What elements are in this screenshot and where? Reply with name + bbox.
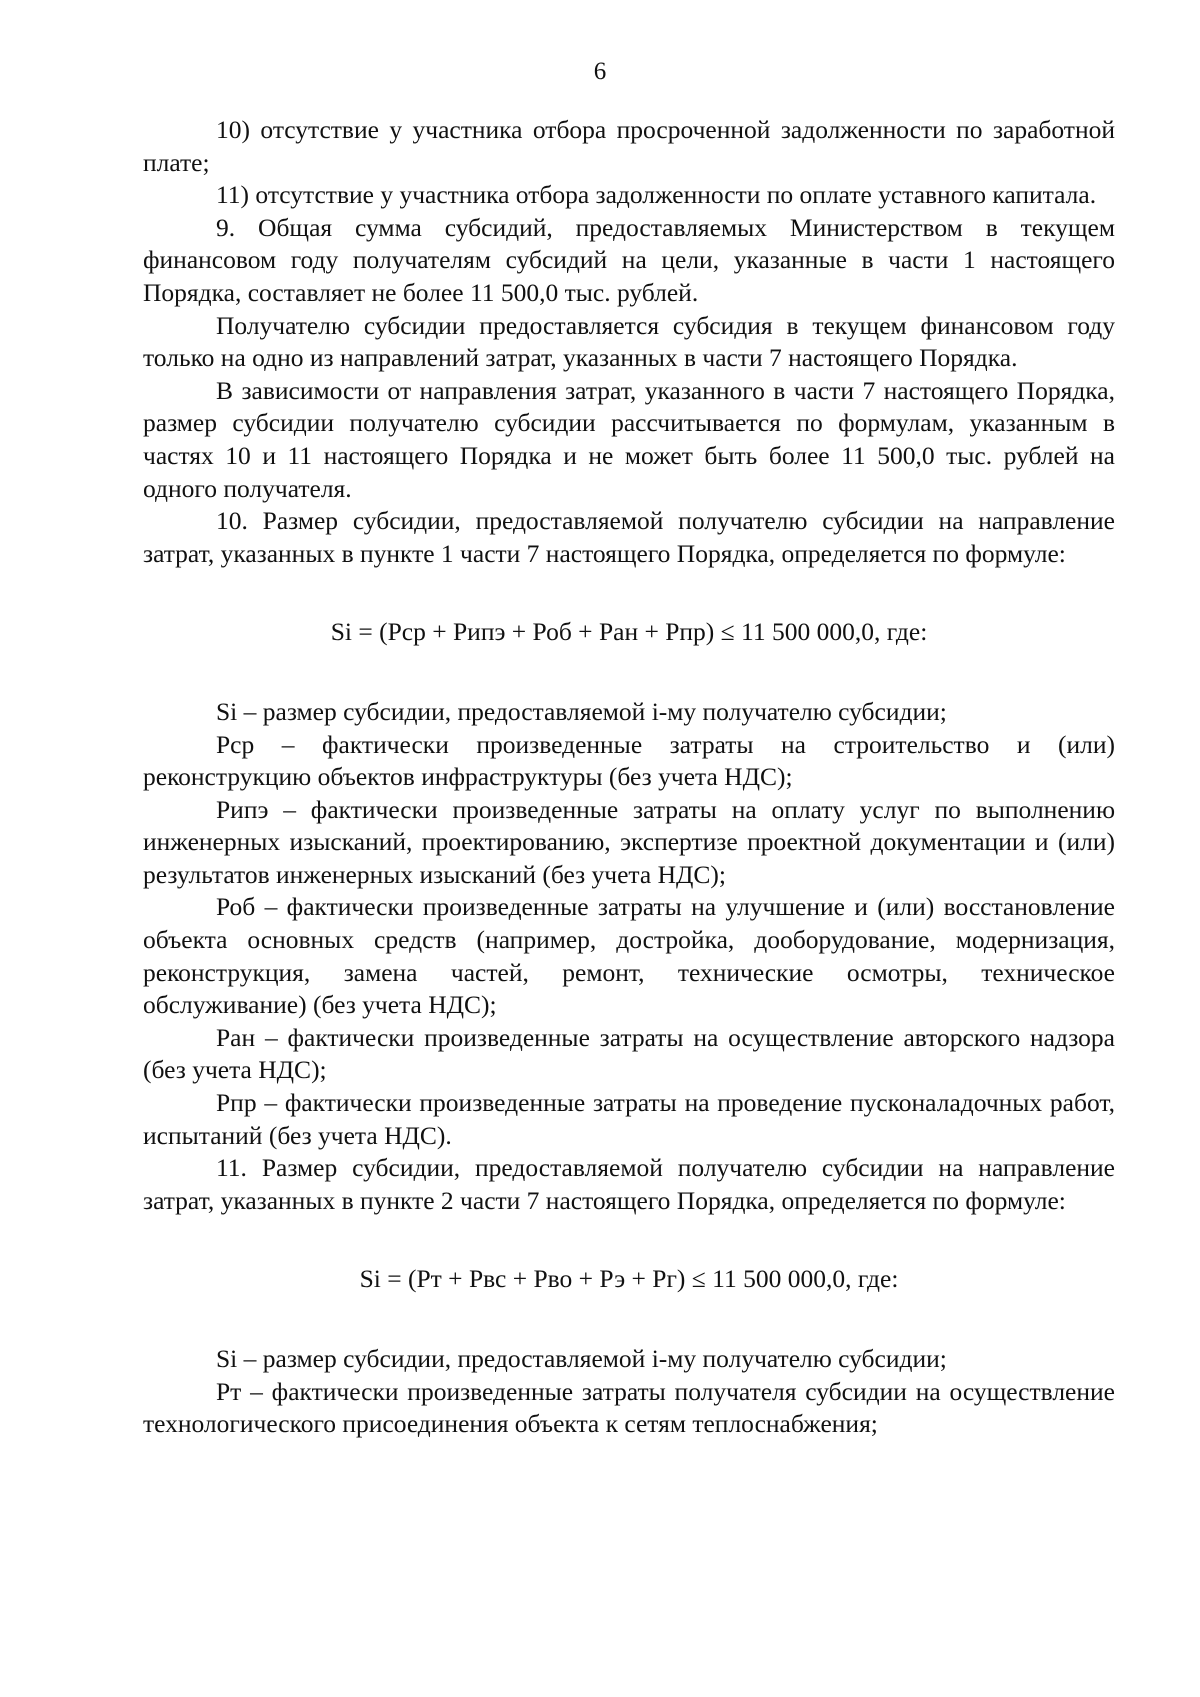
definition-rob: Роб – фактически произведенные затраты на улучшение и (или) восстановление объекта основных средств (например, достройка, дооборудование, модернизация, реконструкция, замена частей, ремонт, технические осмотры, техническое обслуживание) (без учета НДС); — [143, 892, 1115, 1020]
paragraph-calculation-rule: В зависимости от направления затрат, указанного в части 7 настоящего Порядка, размер субсидии получателю субсидии рассчитывается по формулам, указанным в частях 10 и 11 настоящего Порядка и не может быть более 11 500,0 тыс. рублей на одного получателя. — [143, 375, 1115, 503]
definition-si: Si – размер субсидии, предоставляемой i-му получателю субсидии; — [216, 696, 947, 726]
paragraph-item-10: 10) отсутствие у участника отбора просроченной задолженности по заработной плате; — [143, 115, 1115, 177]
document-body — [143, 114, 1115, 1441]
paragraph-item-11: 11) отсутствие у участника отбора задолженности по оплате уставного капитала. — [216, 180, 1097, 210]
definition-si-2: Si – размер субсидии, предоставляемой i-му получателю субсидии; — [216, 1344, 947, 1373]
paragraph-section-11: 11. Размер субсидии, предоставляемой получателю субсидии на направление затрат, указанных в пункте 2 части 7 настоящего Порядка, определяется по формуле: — [143, 1153, 1115, 1215]
page-number: 6 — [593, 58, 607, 85]
paragraph-one-direction: Получателю субсидии предоставляется субсидия в текущем финансовом году только на одно из направлений затрат, указанных в части 7 настоящего Порядка. — [143, 310, 1115, 373]
definition-rt: Рт – фактически произведенные затраты получателя субсидии на осуществление технологического присоединения объекта к сетям теплоснабжения; — [143, 1376, 1115, 1439]
formula-1: Si = (Рср + Рипэ + Роб + Ран + Рпр) ≤ 11 500 000,0, где: — [330, 617, 928, 647]
paragraph-section-9: 9. Общая сумма субсидий, предоставляемых Министерством в текущем финансовом году получателям субсидий на цели, указанные в части 1 настоящего Порядка, составляет не более 11 500,0 тыс. рублей. — [143, 212, 1115, 307]
definition-ran: Ран – фактически произведенные затраты на осуществление авторского надзора (без учета НДС); — [143, 1022, 1115, 1085]
paragraph-section-10: 10. Размер субсидии, предоставляемой получателю субсидии на направление затрат, указанных в пункте 1 части 7 настоящего Порядка, определяется по формуле: — [143, 506, 1115, 568]
definition-rsr: Рср – фактически произведенные затраты на строительство и (или) реконструкцию объектов инфраструктуры (без учета НДС); — [143, 729, 1115, 792]
formula-2: Si = (Рт + Рвс + Рво + Рэ + Рг) ≤ 11 500 000,0, где: — [359, 1264, 899, 1294]
definition-rpr: Рпр – фактически произведенные затраты на проведение пусконаладочных работ, испытаний (без учета НДС). — [143, 1088, 1115, 1150]
definition-ripe: Рипэ – фактически произведенные затраты на оплату услуг по выполнению инженерных изысканий, проектированию, экспертизе проектной документации и (или) результатов инженерных изысканий (без учета НДС); — [143, 794, 1115, 889]
